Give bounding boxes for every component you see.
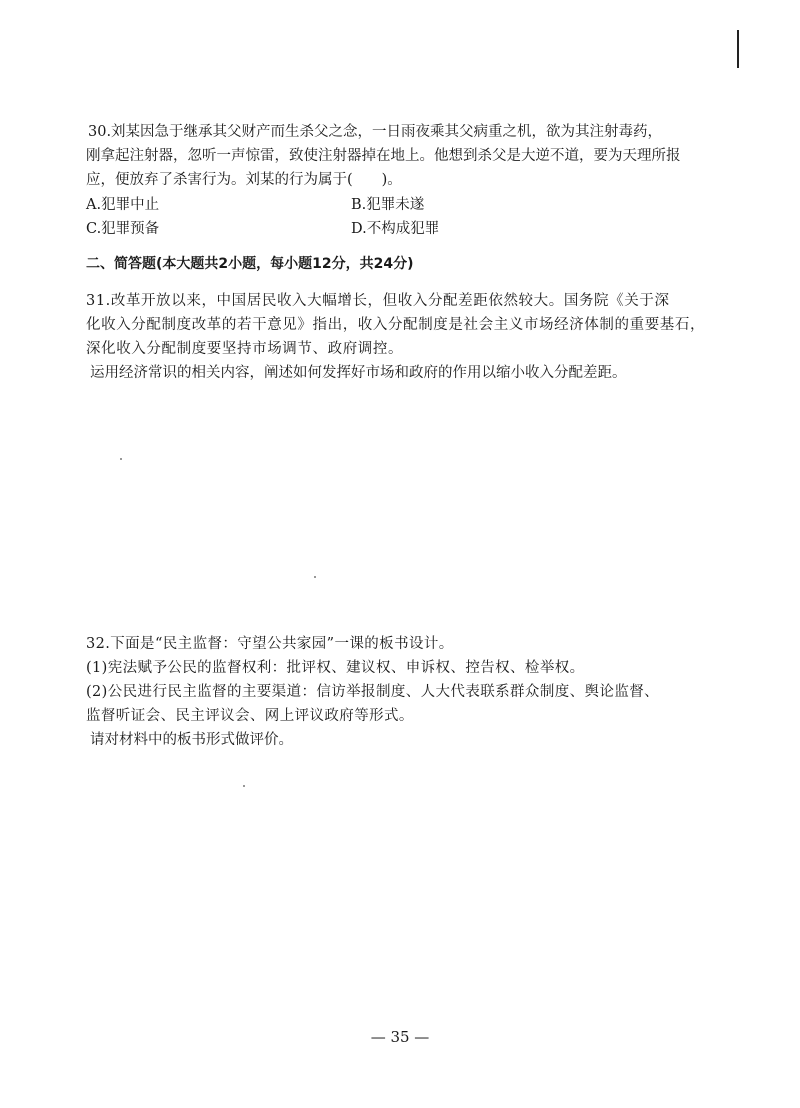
- question-32-line: 监督听证会、民主评议会、网上评议政府等形式。: [86, 708, 414, 724]
- question-31-line: 31.改革开放以来，中国居民收入大幅增长，但收入分配差距依然较大。国务院《关于深: [86, 293, 670, 309]
- question-32-prompt: 请对材料中的板书形式做评价。: [90, 732, 293, 748]
- question-32-line: (1)宪法赋予公民的监督权利：批评权、建议权、申诉权、控告权、检举权。: [86, 660, 585, 676]
- scan-speck: [314, 576, 316, 578]
- question-31-line: 深化收入分配制度要坚持市场调节、政府调控。: [86, 341, 404, 357]
- question-30-line: 刚拿起注射器，忽听一声惊雷，致使注射器掉在地上。他想到杀父是大逆不道，要为天理所报: [86, 148, 681, 164]
- question-31: [86, 289, 706, 385]
- option-b: B.犯罪未遂: [351, 197, 425, 213]
- scan-speck: [120, 458, 122, 460]
- question-31-line: 化收入分配制度改革的若干意见》指出，收入分配制度是社会主义市场经济体制的重要基石，: [86, 317, 706, 333]
- option-d: D.不构成犯罪: [351, 221, 440, 237]
- question-32: [86, 632, 706, 752]
- scan-speck: [243, 785, 245, 787]
- question-32-line: 32.下面是“民主监督：守望公共家园”一课的板书设计。: [86, 636, 454, 652]
- question-30-options: [86, 193, 706, 241]
- question-30: [86, 120, 706, 241]
- question-30-line: 30.刘某因急于继承其父财产而生杀父之念，一日雨夜乘其父病重之机，欲为其注射毒药，: [88, 124, 663, 140]
- section-heading: 二、简答题(本大题共2小题，每小题12分，共24分): [86, 256, 414, 272]
- option-a: A.犯罪中止: [86, 197, 160, 213]
- question-32-line: (2)公民进行民主监督的主要渠道：信访举报制度、人大代表联系群众制度、舆论监督、: [86, 684, 660, 700]
- option-c: C.犯罪预备: [86, 221, 160, 237]
- question-30-line: 应，便放弃了杀害行为。刘某的行为属于( )。: [86, 172, 402, 188]
- question-31-prompt: 运用经济常识的相关内容，阐述如何发挥好市场和政府的作用以缩小收入分配差距。: [90, 365, 627, 381]
- page-number: — 35 —: [370, 1028, 430, 1046]
- page-edge-mark: [737, 30, 739, 68]
